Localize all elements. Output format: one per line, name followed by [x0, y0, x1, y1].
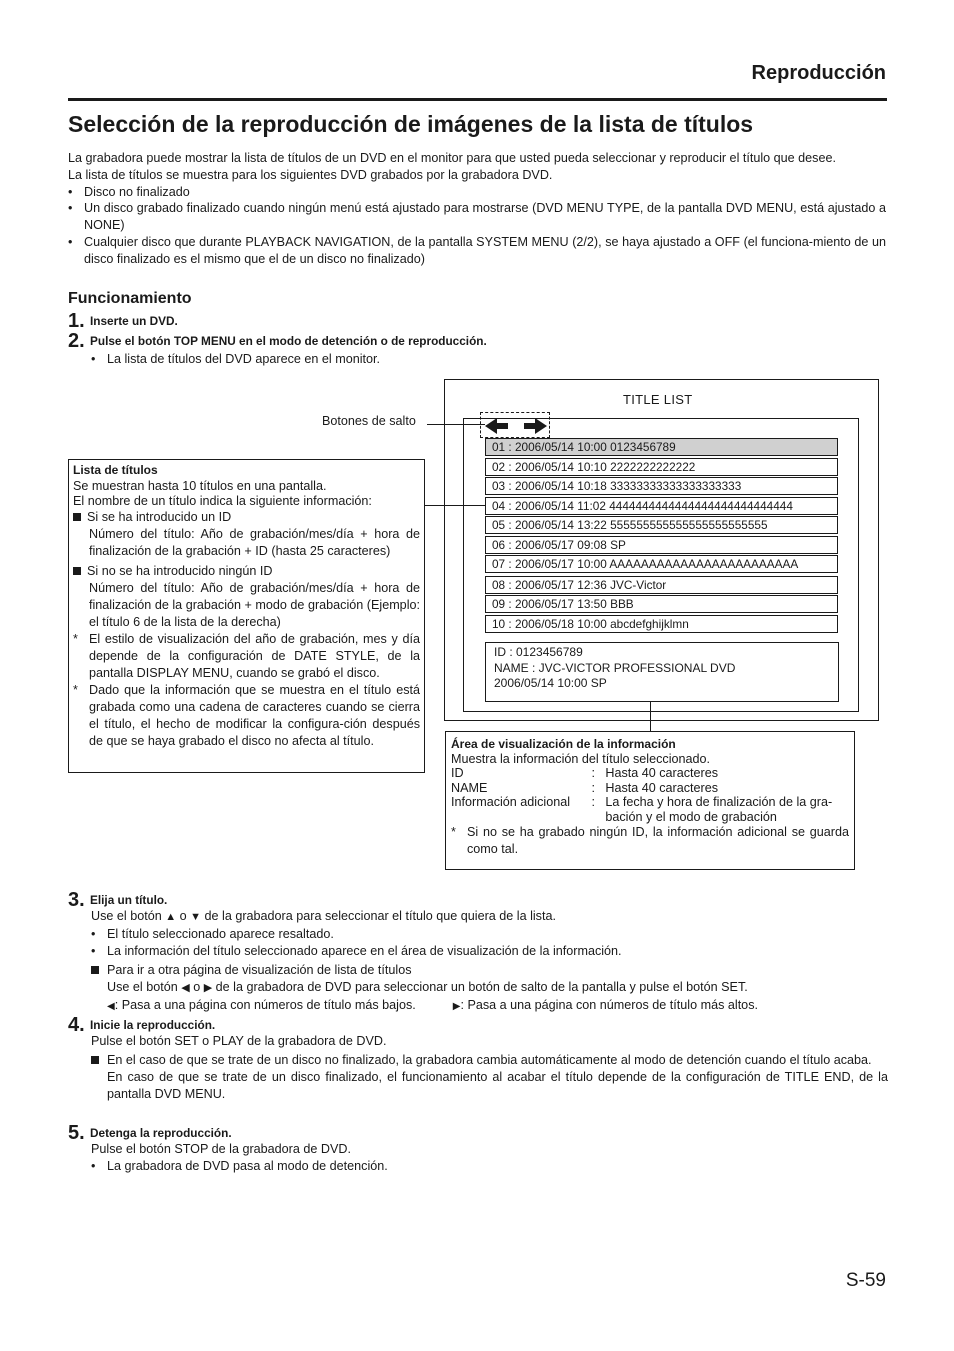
step-text: Use el botón ◀ o ▶ de la grabadora de DVD para seleccionar un botón de salto de la pantalla y pulse el botón SET.	[107, 980, 748, 994]
step-text: Use el botón ▲ o ▼ de la grabadora para seleccionar el título que quiera de la lista.	[91, 909, 556, 923]
box-text: Número del título: Año de grabación/mes/día + hora de finalización de la grabación + ID (hasta 25 caracteres)	[89, 527, 420, 558]
step-bullet: • La grabadora de DVD pasa al modo de detención.	[91, 1159, 388, 1173]
intro-bullet: • Cualquier disco que durante PLAYBACK NAVIGATION, de la pantalla SYSTEM MENU (2/2), se haya ajustado a OFF (el funciona-miento de un disco finalizado es el mismo que el de un disco no finalizado)	[68, 234, 886, 266]
intro-bullet: • Un disco grabado finalizado cuando ningún menú está ajustado para mostrarse (DVD MENU TYPE, de la pantalla DVD MENU, está ajustado a NONE)	[68, 201, 886, 233]
right-arrow-icon: ▶	[203, 982, 213, 994]
step-number: 5.	[68, 1122, 85, 1144]
title-list-callout-box	[68, 459, 425, 773]
step-text: Pulse el botón STOP de la grabadora de DVD.	[91, 1142, 351, 1156]
box-text: El nombre de un título indica la siguiente información:	[73, 494, 372, 508]
info-date: 2006/05/14 10:00 SP	[494, 676, 607, 690]
step-4	[68, 1014, 888, 1103]
intro-bullet: • Disco no finalizado	[68, 184, 190, 199]
title-row[interactable]: 03 : 2006/05/14 10:18 33333333333333333333	[485, 477, 838, 495]
box-text: Número del título: Año de grabación/mes/día + hora de finalización de la grabación + modo de grabación (Ejemplo: el título 6 de la lista de la derecha)	[89, 581, 420, 629]
title-row[interactable]: 06 : 2006/05/17 09:08 SP	[485, 536, 838, 554]
info-id: ID : 0123456789	[494, 645, 583, 659]
step-number: 4.	[68, 1014, 85, 1036]
box-note: * Si no se ha grabado ningún ID, la información adicional se guarda como tal.	[451, 825, 849, 856]
callout-line	[650, 702, 651, 731]
title-row[interactable]: 10 : 2006/05/18 10:00 abcdefghijklmn	[485, 615, 838, 633]
box-note: * El estilo de visualización del año de grabación, mes y día depende de la configuración de DATE STYLE, de la pantalla DISPLAY MENU, cuando se grabó el disco.	[73, 632, 420, 680]
title-list-heading: TITLE LIST	[623, 392, 693, 407]
page-number: S-59	[845, 1270, 886, 1291]
intro-paragraph: La grabadora puede mostrar la lista de títulos de un DVD en el monitor para que usted pueda seleccionar y reproducir el título que desee.	[68, 151, 836, 165]
box-text: Se muestran hasta 10 títulos en una pantalla.	[73, 479, 327, 493]
jump-buttons-callout: Botones de salto	[322, 414, 416, 428]
box-note: * Dado que la información que se muestra en el título está grabada como una cadena de caracteres cuando se cierra el título, el hecho de modificar la configura-ción después de que se haya grabado el disco no afecta al título.	[73, 683, 420, 748]
box-heading: Área de visualización de la información	[451, 737, 676, 751]
down-arrow-icon: ▼	[190, 911, 202, 923]
callout-line	[427, 424, 485, 425]
step-label: Inserte un DVD.	[90, 314, 178, 328]
step-square-item: Para ir a otra página de visualización de lista de títulos	[91, 962, 888, 979]
up-arrow-icon: ▲	[165, 911, 177, 923]
step-number: 2.	[68, 330, 85, 352]
intro-paragraph: La lista de títulos se muestra para los siguientes DVD grabados por la grabadora DVD.	[68, 167, 553, 182]
page-title: Selección de la reproducción de imágenes de la lista de títulos	[68, 111, 754, 137]
jump-right-icon: ▶	[452, 1001, 461, 1012]
info-area-callout-box	[445, 731, 855, 870]
step-5	[68, 1122, 888, 1175]
box-square-item: Si no se ha introducido ningún ID	[73, 563, 420, 580]
step-label: Pulse el botón TOP MENU en el modo de detención o de reproducción.	[90, 334, 487, 348]
step-text: ◀: Pasa a una página con números de título más bajos. ▶: Pasa a una página con números de título más altos.	[107, 998, 758, 1012]
left-arrow-icon: ◀	[181, 982, 190, 994]
section-title: Reproducción	[751, 62, 886, 84]
step-label: Elija un título.	[90, 893, 168, 907]
box-text: Muestra la información del título seleccionado.	[451, 751, 711, 766]
step-1	[68, 310, 178, 332]
intro	[68, 150, 886, 268]
jump-left-icon: ◀	[107, 1001, 115, 1012]
info-spec-table: ID : Hasta 40 caracteres NAME : Hasta 40 caracteres Información adicional : La fecha y hora de finalización de la gra-bación y el modo de grabación	[451, 766, 833, 824]
info-name: NAME : JVC-VICTOR PROFESSIONAL DVD	[494, 660, 736, 675]
title-row[interactable]: 01 : 2006/05/14 10:00 0123456789	[485, 438, 838, 456]
box-heading: Lista de títulos	[73, 463, 158, 477]
step-3	[68, 889, 888, 1015]
step-number: 1.	[68, 310, 85, 332]
jump-left-arrow-icon[interactable]	[485, 416, 509, 440]
box-square-item: Si se ha introducido un ID	[73, 509, 420, 526]
title-row[interactable]: 05 : 2006/05/14 13:22 555555555555555555555555	[485, 516, 838, 534]
step-text: En caso de que se trate de un disco finalizado, el funcionamiento al acabar el título depende de la configuración de TITLE END, de la pantalla DVD MENU.	[107, 1070, 888, 1101]
step-number: 3.	[68, 889, 85, 911]
step-square-item: En el caso de que se trate de un disco no finalizado, la grabadora cambia automáticamente al modo de detención cuando el título acaba.	[91, 1052, 888, 1069]
step-label: Inicie la reproducción.	[90, 1018, 216, 1032]
title-row[interactable]: 02 : 2006/05/14 10:10 2222222222222	[485, 458, 838, 476]
step-bullet: • La información del título seleccionado aparece en el área de visualización de la información.	[91, 944, 622, 958]
title-row[interactable]: 08 : 2006/05/17 12:36 JVC-Victor	[485, 576, 838, 594]
step-label: Detenga la reproducción.	[90, 1126, 232, 1140]
step-2	[68, 330, 888, 368]
header-rule	[68, 98, 887, 101]
title-row[interactable]: 07 : 2006/05/17 10:00 AAAAAAAAAAAAAAAAAAAAAAAA	[485, 555, 838, 573]
step-text: Pulse el botón SET o PLAY de la grabadora de DVD.	[91, 1034, 387, 1048]
title-row[interactable]: 04 : 2006/05/14 11:02 4444444444444444444444444444	[485, 497, 838, 515]
step-bullet: • El título seleccionado aparece resaltado.	[91, 927, 334, 941]
step-bullet: • La lista de títulos del DVD aparece en el monitor.	[91, 352, 381, 366]
title-row[interactable]: 09 : 2006/05/17 13:50 BBB	[485, 595, 838, 613]
jump-right-arrow-icon[interactable]	[523, 416, 547, 440]
info-display-area	[485, 642, 839, 702]
funcionamiento-heading: Funcionamiento	[68, 290, 192, 307]
callout-line	[425, 505, 485, 506]
